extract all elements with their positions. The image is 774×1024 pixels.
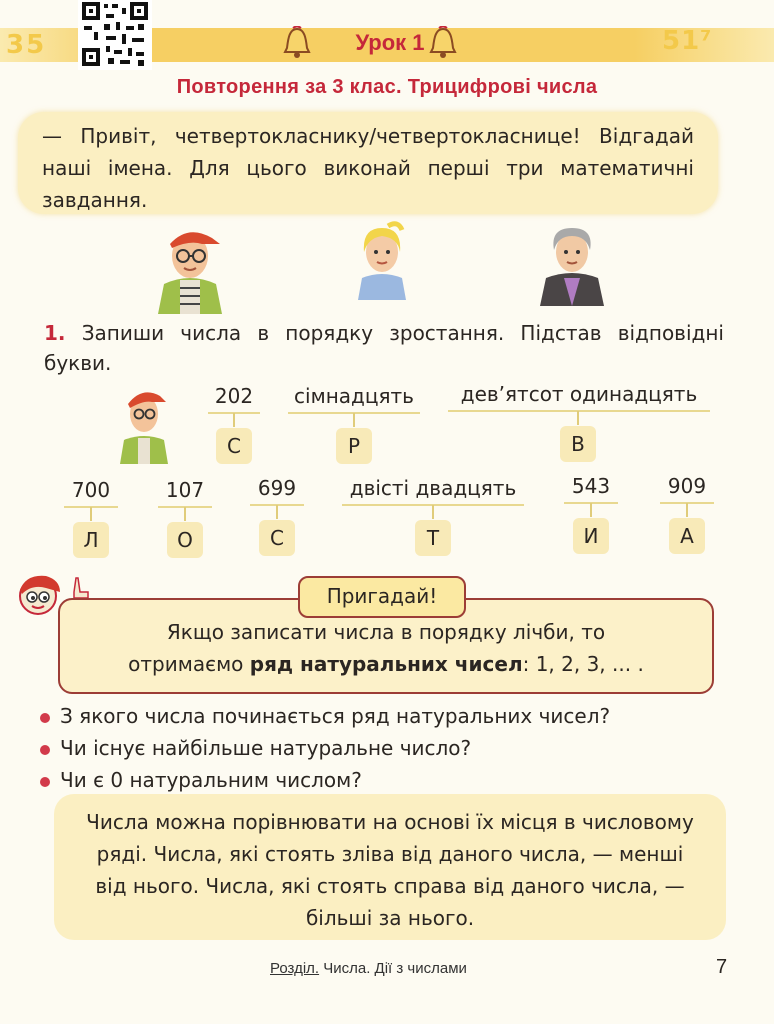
letter-tile: Л <box>73 522 109 558</box>
remember-line-1: Якщо записати числа в порядку лічби, то <box>166 620 606 644</box>
letter-tile: А <box>669 518 705 554</box>
page-number: 7 <box>716 956 728 978</box>
letter-tile: О <box>167 522 203 558</box>
boy-with-glasses-illustration <box>150 218 230 314</box>
question-item <box>40 764 740 796</box>
connector-line <box>432 505 434 519</box>
natural-numbers-term: ряд натуральних чисел <box>249 652 523 676</box>
exercise-1-text <box>44 318 724 378</box>
number-label: 543 <box>564 474 618 504</box>
gray-haired-boy-illustration <box>536 220 608 306</box>
letter-tile: Т <box>415 520 451 556</box>
connector-line <box>590 503 592 517</box>
connector-line <box>577 411 579 425</box>
rule-box <box>54 794 726 940</box>
bullet-icon <box>40 777 50 787</box>
number-label: 699 <box>250 476 304 506</box>
question-item <box>40 732 740 764</box>
bell-icon <box>428 26 458 60</box>
question-text: З якого числа починається ряд натуральних чисел? <box>60 704 611 728</box>
number-label: двісті двадцять <box>342 476 524 506</box>
decorative-number-right: 51⁷ <box>662 26 713 56</box>
question-text: Чи є 0 натуральним числом? <box>60 768 362 792</box>
boy-with-glasses-small-illustration <box>116 378 172 464</box>
questions-list <box>40 700 740 796</box>
bell-icon <box>282 26 312 60</box>
connector-line <box>276 505 278 519</box>
lesson-title: Урок 1 <box>355 30 425 55</box>
number-label: сімнадцять <box>288 384 420 414</box>
connector-line <box>90 507 92 521</box>
bullet-icon <box>40 713 50 723</box>
connector-line <box>686 503 688 517</box>
question-text: Чи існує найбільше натуральне число? <box>60 736 472 760</box>
footer-section-text: Числа. Дії з числами <box>319 960 467 977</box>
exercise-number: 1. <box>44 321 66 345</box>
intro-speech-bubble <box>18 112 718 214</box>
letter-tile: В <box>560 426 596 462</box>
girl-illustration <box>352 218 412 300</box>
number-label: дев’ятсот одинадцять <box>448 382 710 412</box>
letter-tile: С <box>216 428 252 464</box>
letter-tile: И <box>573 518 609 554</box>
connector-line <box>233 413 235 427</box>
remember-heading: Пригадай! <box>298 576 466 618</box>
letter-tile: Р <box>336 428 372 464</box>
connector-line <box>353 413 355 427</box>
exercise-instruction: Запиши числа в порядку зростання. Підстав відповідні букви. <box>44 321 724 375</box>
footer-section-label: Розділ. <box>270 960 320 977</box>
qr-code-icon[interactable] <box>78 0 152 70</box>
intro-text: — Привіт, четвертокласнику/четвертокласнице! Відгадай наші імена. Для цього виконай перші три математичні завдання. <box>42 124 694 212</box>
number-label: 700 <box>64 478 118 508</box>
question-item <box>40 700 740 732</box>
number-label: 202 <box>208 384 260 414</box>
connector-line <box>184 507 186 521</box>
letter-tile: С <box>259 520 295 556</box>
remember-line-2-suffix: : 1, 2, 3, ... . <box>522 652 644 676</box>
decorative-number-left: 35 <box>6 30 47 60</box>
bullet-icon <box>40 745 50 755</box>
number-label: 909 <box>660 474 714 504</box>
rule-text: Числа можна порівнювати на основі їх місця в числовому ряді. Числа, які стоять зліва від даного числа, — менші від нього. Числа, які стоять справа від даного числа, — більші за нього. <box>86 810 694 930</box>
lesson-subtitle: Повторення за 3 клас. Трицифрові числа <box>176 76 598 98</box>
number-label: 107 <box>158 478 212 508</box>
remember-line-2-prefix: отримаємо <box>128 652 250 676</box>
footer-section <box>270 960 467 977</box>
